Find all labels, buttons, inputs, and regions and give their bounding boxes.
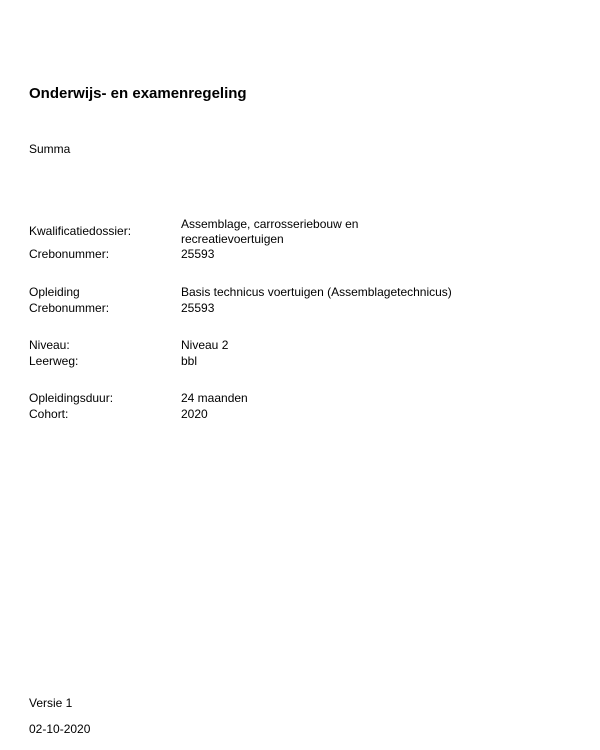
- field-value: 25593: [181, 301, 215, 315]
- field-label: Niveau:: [29, 338, 70, 352]
- field-value: 25593: [181, 247, 215, 261]
- field-row-niveau: [29, 338, 401, 353]
- field-value: 24 maanden: [181, 391, 248, 405]
- field-value: 2020: [181, 407, 208, 421]
- field-label: Crebonummer:: [29, 301, 110, 315]
- field-row-cohort: [29, 407, 401, 422]
- field-row-opleiding: [29, 285, 581, 300]
- organization-name: Summa: [29, 142, 71, 156]
- field-value: Basis technicus voertuigen (Assemblagetechnicus): [181, 285, 452, 299]
- document-title: Onderwijs- en examenregeling: [29, 85, 247, 102]
- document-date: 02-10-2020: [29, 722, 91, 736]
- field-value: Assemblage, carrosseriebouw en recreatievoertuigen: [181, 217, 359, 246]
- field-row-crebonummer: [29, 247, 401, 262]
- version-label: Versie 1: [29, 696, 73, 710]
- field-label: Kwalificatiedossier:: [29, 224, 132, 238]
- field-row-opleidingsduur: [29, 391, 401, 406]
- field-label: Opleidingsduur:: [29, 391, 114, 405]
- field-label: Crebonummer:: [29, 247, 110, 261]
- field-label: Cohort:: [29, 407, 69, 421]
- field-value: bbl: [181, 354, 198, 368]
- field-row-opleiding-crebonummer: [29, 301, 401, 316]
- field-row-leerweg: [29, 354, 401, 369]
- field-value: Niveau 2: [181, 338, 229, 352]
- field-row-kwalificatiedossier: [29, 217, 401, 247]
- field-label: Leerweg:: [29, 354, 79, 368]
- field-label: Opleiding: [29, 285, 80, 299]
